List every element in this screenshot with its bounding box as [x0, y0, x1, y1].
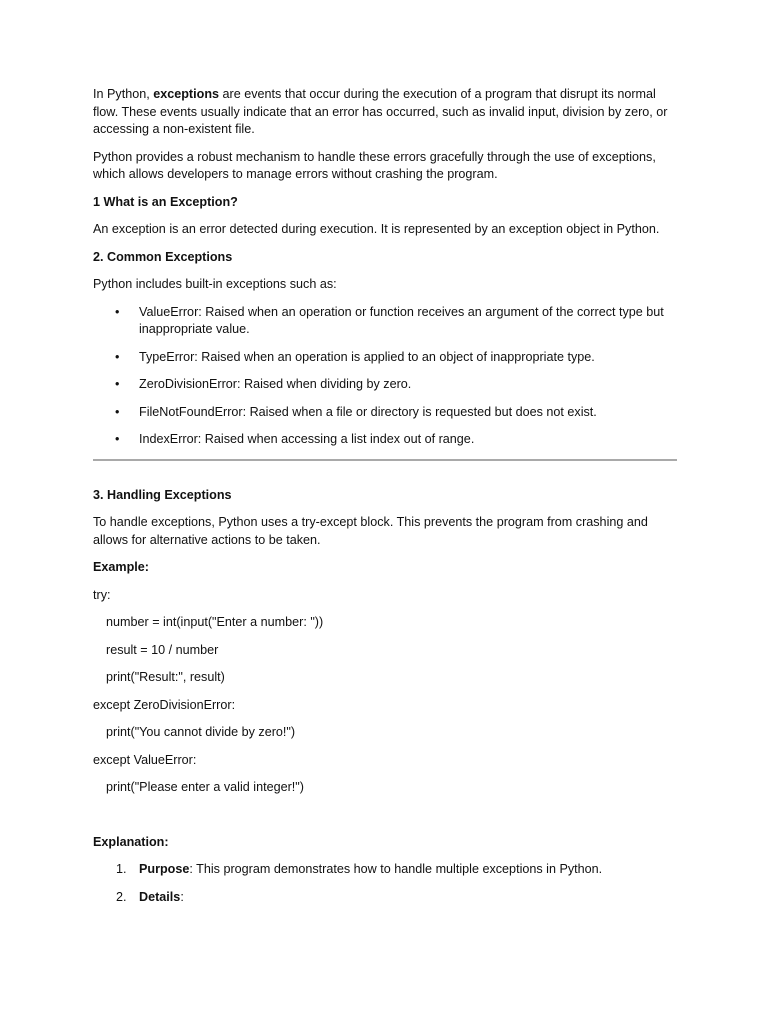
intro-text-rest: are events that occur during the execution of a program that disrupt its normal flow. These events usually indicate that an error has occurred, such as invalid input, division by zero, or accessing a non-existent file. [93, 87, 668, 136]
list-item [93, 431, 677, 449]
list-item-text: IndexError: Raised when accessing a list index out of range. [139, 432, 475, 446]
code-line: number = int(input("Enter a number: ")) [106, 615, 324, 629]
code-line: except ValueError: [93, 752, 197, 767]
list-item [93, 304, 677, 339]
list-number: 1. [116, 862, 127, 876]
code-line: print("Result:", result) [106, 670, 225, 684]
example-label: Example: [93, 560, 149, 574]
section-2-heading: 2. Common Exceptions [93, 249, 233, 264]
section-3-body: To handle exceptions, Python uses a try-except block. This prevents the program from crashing and allows for alternative actions to be taken. [93, 515, 648, 547]
section-3-heading: 3. Handling Exceptions [93, 487, 232, 502]
list-number: 2. [116, 889, 127, 904]
list-item-text: ValueError: Raised when an operation or function receives an argument of the correct type but inappropriate value. [139, 304, 664, 336]
code-line: result = 10 / number [106, 642, 219, 657]
code-line: print("You cannot divide by zero!") [106, 725, 296, 739]
bullet-icon: • [115, 404, 120, 419]
code-example [93, 587, 677, 797]
intro-text-start: In Python, [93, 87, 154, 101]
list-item [93, 861, 677, 879]
list-item [93, 376, 677, 394]
code-line: try: [93, 587, 111, 602]
bullet-icon: • [115, 304, 120, 319]
bullet-icon: • [115, 377, 120, 391]
step-text: : [180, 889, 184, 904]
step-bold-term: Details [139, 889, 181, 904]
common-exceptions-list [93, 304, 677, 449]
list-item [93, 404, 677, 422]
section-2-intro: Python includes built-in exceptions such as: [93, 277, 337, 291]
document-page [93, 86, 677, 916]
section-1-heading: 1 What is an Exception? [93, 194, 238, 209]
intro-bold-term: exceptions [153, 87, 220, 101]
section-1-body: An exception is an error detected during execution. It is represented by an exception object in Python. [93, 222, 660, 236]
explanation-list [93, 861, 677, 906]
step-text: : This program demonstrates how to handle multiple exceptions in Python. [189, 862, 603, 876]
list-item-text: ZeroDivisionError: Raised when dividing by zero. [139, 377, 412, 391]
list-item [93, 889, 677, 907]
list-item-text: TypeError: Raised when an operation is applied to an object of inappropriate type. [139, 349, 595, 364]
bullet-icon: • [115, 349, 120, 364]
explanation-label: Explanation: [93, 834, 169, 849]
intro-paragraph-2: Python provides a robust mechanism to handle these errors gracefully through the use of exceptions, which allows developers to manage errors without crashing the program. [93, 149, 656, 181]
list-item-text: FileNotFoundError: Raised when a file or directory is requested but does not exist. [139, 404, 597, 419]
list-item [93, 349, 677, 367]
code-line: print("Please enter a valid integer!") [106, 780, 304, 794]
bullet-icon: • [115, 432, 120, 446]
horizontal-divider [93, 459, 677, 461]
step-bold-term: Purpose [139, 862, 190, 876]
blank-line [93, 807, 677, 834]
code-line: except ZeroDivisionError: [93, 697, 236, 712]
intro-paragraph-1 [93, 86, 677, 139]
